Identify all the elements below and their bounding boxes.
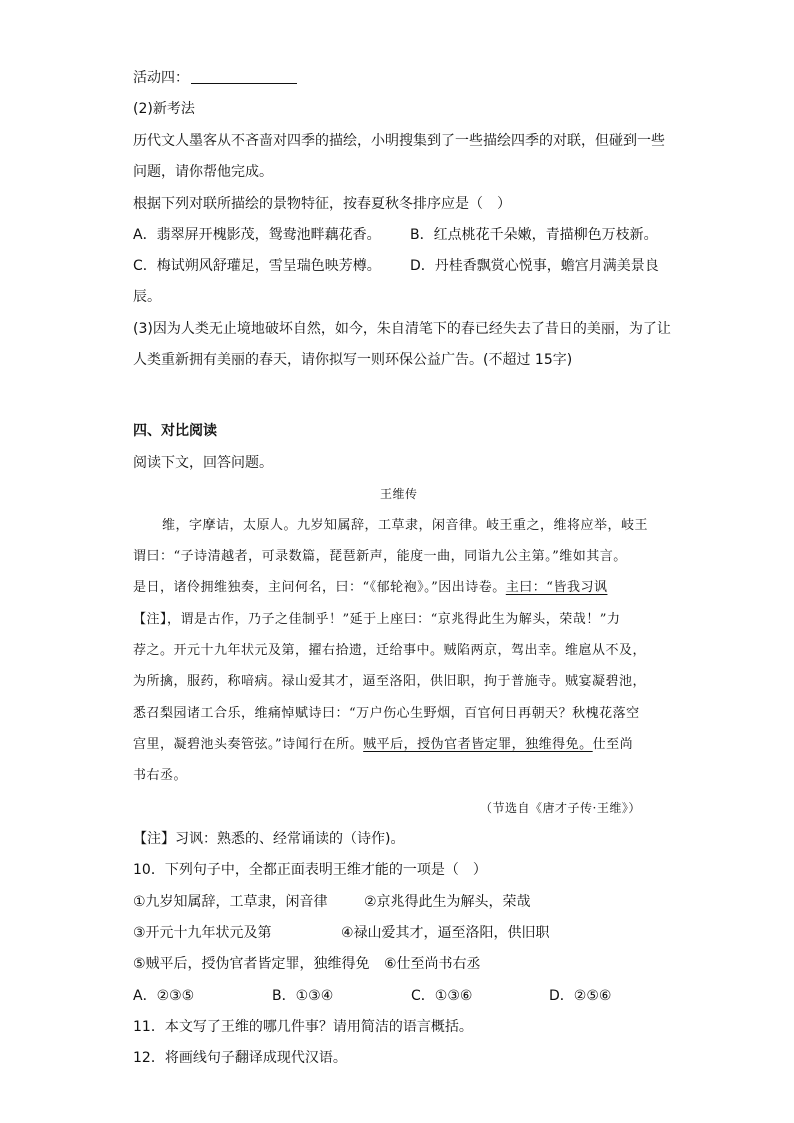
q2-option-d-tail: 辰。 xyxy=(133,289,161,305)
q10-question: 10．下列句子中，全都正面表明王维才能的一项是（ ） xyxy=(133,862,487,878)
q2-intro-1: 历代文人墨客从不吝啬对四季的描绘，小明搜集到了一些描绘四季的对联，但碰到一些 xyxy=(133,133,665,149)
q10-item-5: ⑤贼平后，授伪官者皆定罪，独维得免 xyxy=(133,956,370,972)
passage-source: （节选自《唐才子传·王维》） xyxy=(480,801,641,815)
q2-option-d: D．丹桂香飘赏心悦事，蟾宫月满美景良 xyxy=(410,258,659,274)
passage-line-5: 荐之。开元十九年状元及第，擢右拾遗，迁给事中。贼陷两京，驾出幸。维扈从不及， xyxy=(133,643,647,658)
section4-heading: 四、对比阅读 xyxy=(133,423,217,439)
q10-choice-a[interactable]: A．②③⑤ xyxy=(133,988,195,1004)
passage-line-8 xyxy=(133,735,633,755)
passage-line-2: 谓曰：“子诗清越者，可录数篇，琵琶新声，能度一曲，同诣九公主第。”维如其言。 xyxy=(133,549,627,564)
q10-choice-d[interactable]: D．②⑤⑥ xyxy=(549,988,612,1004)
passage-line-4: 【注】，谓是古作，乃子之佳制乎！”延于上座曰：“京兆得此生为解头，荣哉！”力 xyxy=(133,612,621,627)
q2-intro-2: 问题，请你帮他完成。 xyxy=(133,164,273,180)
underlined-sentence-1a: 主曰：“皆我习讽 xyxy=(505,580,608,595)
passage-line-3-text: 是日，诸伶拥维独奏，主问何名，曰：“《郁轮袍》。”因出诗卷。 xyxy=(133,580,506,595)
passage-line-3 xyxy=(133,578,607,598)
q10-choice-c[interactable]: C．①③⑥ xyxy=(411,988,473,1004)
activity4-answer-blank[interactable] xyxy=(191,69,297,84)
passage-title: 王维传 xyxy=(380,487,418,501)
q2-question: 根据下列对联所描绘的景物特征，按春夏秋冬排序应是（ ） xyxy=(133,196,511,212)
activity4-line xyxy=(133,68,297,88)
q2-option-c: C．梅试朔风舒瓘足，雪呈瑞色映芳樽。 xyxy=(133,258,381,274)
q10-item-6: ⑥仕至尚书右丞 xyxy=(384,956,481,972)
q10-item-4: ④禄山爱其才，逼至洛阳，供旧职 xyxy=(341,925,550,941)
q10-item-3: ③开元十九年状元及第 xyxy=(133,925,272,941)
q2-heading: (2)新考法 xyxy=(133,101,195,117)
passage-note: 【注】习讽：熟悉的、经常诵读的（诗作)。 xyxy=(133,831,405,847)
q10-choice-b[interactable]: B．①③④ xyxy=(272,988,334,1004)
underlined-sentence-2: 贼平后，授伪官者皆定罪，独维得免。 xyxy=(363,737,593,752)
passage-line-9: 书右丞。 xyxy=(133,768,188,783)
passage-line-1: 维，字摩诘，太原人。九岁知属辞，工草隶，闲音律。岐王重之，维将应举，岐王 xyxy=(162,518,649,533)
q2-option-a: A．翡翠屏开槐影茂，鸳鸯池畔藕花香。 xyxy=(133,227,381,243)
passage-line-8-text: 宫里，凝碧池头奏管弦。”诗闻行在所。 xyxy=(133,737,364,752)
q11-question: 11．本文写了王维的哪几件事？请用简洁的语言概括。 xyxy=(133,1019,473,1035)
passage-line-6: 为所擒，服药，称喑病。禄山爱其才，逼至洛阳，供旧职，拘于普施寺。贼宴凝碧池， xyxy=(133,674,647,689)
q3-line-2: 人类重新拥有美丽的春天，请你拟写一则环保公益广告。(不超过 15字) xyxy=(133,352,573,368)
q10-item-1: ①九岁知属辞，工草隶，闲音律 xyxy=(133,894,328,910)
q10-item-2: ②京兆得此生为解头，荣哉 xyxy=(364,894,531,910)
q2-option-b: B．红点桃花千朵嫩，青描柳色万枝新。 xyxy=(410,227,658,243)
section4-instruction: 阅读下文，回答问题。 xyxy=(133,455,273,471)
activity4-label: 活动四： xyxy=(133,70,189,86)
q12-question: 12．将画线句子翻译成现代汉语。 xyxy=(133,1050,347,1066)
passage-line-7: 悉召梨园诸工合乐，维痛悼赋诗曰：“万户伤心生野烟，百官何日再朝天？秋槐花落空 xyxy=(133,706,640,721)
q3-line-1: (3)因为人类无止境地破坏自然，如今，朱自清笔下的春已经失去了昔日的美丽，为了让 xyxy=(133,321,671,337)
passage-line-8-tail: 仕至尚 xyxy=(592,737,634,752)
